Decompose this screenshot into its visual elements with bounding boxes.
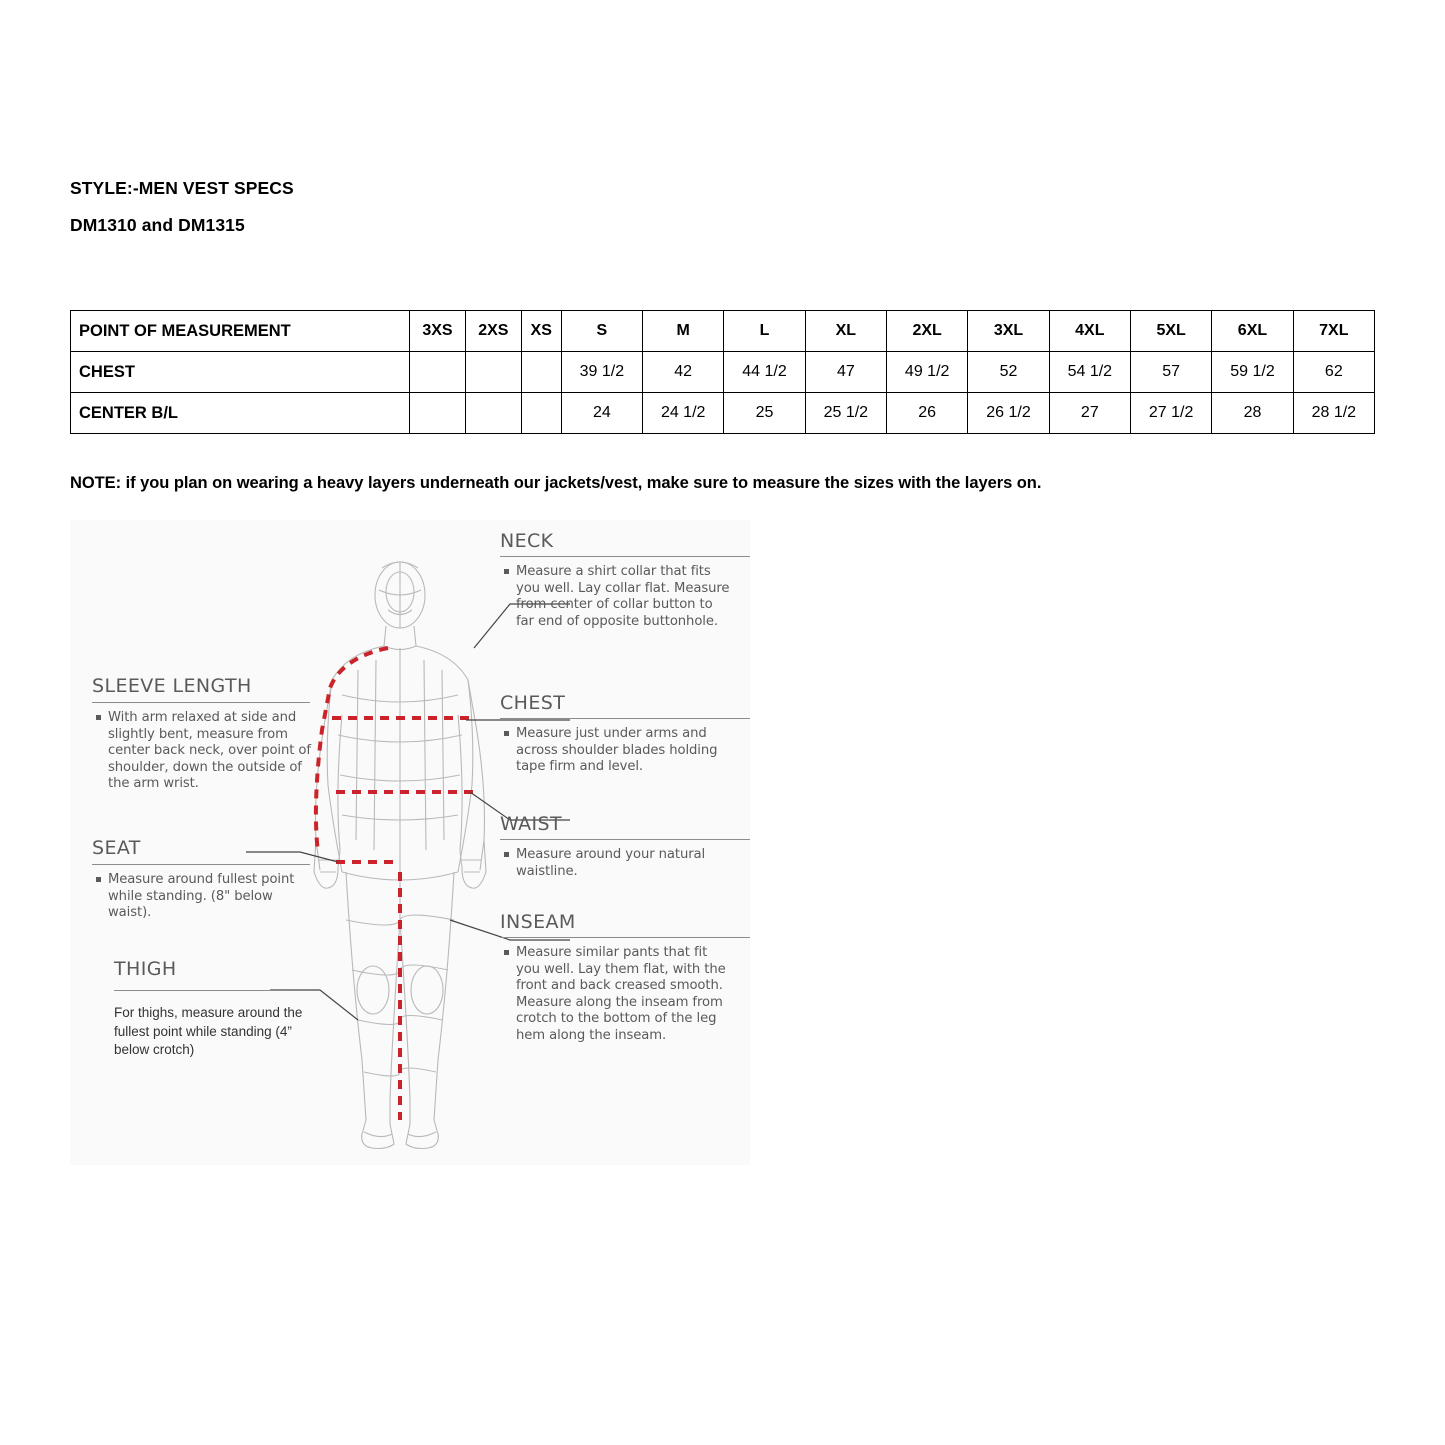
cell-chest-m: 42 [643, 352, 724, 393]
bullet-icon [504, 852, 509, 857]
style-codes-line: DM1310 and DM1315 [70, 215, 245, 235]
column-header-point-of-measurement: POINT OF MEASUREMENT [71, 311, 410, 352]
column-header-3xs: 3XS [410, 311, 466, 352]
waist-divider [500, 839, 750, 840]
cell-chest-s: 39 1/2 [561, 352, 642, 393]
cell-chest-2xl: 49 1/2 [887, 352, 968, 393]
thigh-label: THIGH [114, 958, 177, 980]
cell-chest-3xs [410, 352, 466, 393]
column-header-6xl: 6XL [1212, 311, 1293, 352]
style-title-line: STYLE:-MEN VEST SPECS [70, 178, 294, 198]
cell-centerbl-2xs [465, 393, 521, 434]
column-header-m: M [643, 311, 724, 352]
cell-centerbl-xs [521, 393, 561, 434]
bullet-icon [504, 569, 509, 574]
cell-chest-xs [521, 352, 561, 393]
cell-chest-2xs [465, 352, 521, 393]
waist-description [516, 847, 731, 880]
cell-centerbl-m: 24 1/2 [643, 393, 724, 434]
cell-centerbl-s: 24 [561, 393, 642, 434]
cell-centerbl-4xl: 27 [1049, 393, 1130, 434]
row-label-center-bl: CENTER B/L [71, 393, 410, 434]
chest-divider [500, 718, 750, 719]
cell-centerbl-xl: 25 1/2 [805, 393, 886, 434]
inseam-label: INSEAM [500, 911, 576, 933]
cell-chest-7xl: 62 [1293, 352, 1374, 393]
inseam-description [516, 945, 731, 1045]
cell-chest-5xl: 57 [1130, 352, 1211, 393]
cell-chest-xl: 47 [805, 352, 886, 393]
thigh-divider [114, 990, 284, 991]
sleeve-length-description [108, 710, 313, 793]
size-chart-table [70, 310, 1375, 434]
inseam-description-text: Measure similar pants that fit you well. Lay them flat, with the front and back creased smooth. Measure along the inseam from crotch to the bottom of the leg hem along the inseam. [516, 945, 726, 1043]
cell-centerbl-l: 25 [724, 393, 805, 434]
cell-chest-6xl: 59 1/2 [1212, 352, 1293, 393]
row-label-chest: CHEST [71, 352, 410, 393]
sleeve-length-label: SLEEVE LENGTH [92, 675, 252, 697]
column-header-xl: XL [805, 311, 886, 352]
sleeve-length-divider [92, 702, 310, 703]
neck-label: NECK [500, 530, 554, 552]
page-title [70, 178, 294, 236]
column-header-3xl: 3XL [968, 311, 1049, 352]
cell-centerbl-7xl: 28 1/2 [1293, 393, 1374, 434]
seat-label: SEAT [92, 837, 141, 859]
chest-description-text: Measure just under arms and across shoulder blades holding tape firm and level. [516, 726, 718, 775]
neck-description-text: Measure a shirt collar that fits you well. Lay collar flat. Measure from center of collar button to far end of opposite buttonhole. [516, 564, 730, 629]
column-header-s: S [561, 311, 642, 352]
table-header-row [71, 311, 1375, 352]
bullet-icon [96, 715, 101, 720]
measurement-diagram [70, 520, 750, 1165]
thigh-description: For thighs, measure around the fullest point while standing (4” below crotch) [114, 1005, 303, 1057]
column-header-2xs: 2XS [465, 311, 521, 352]
column-header-2xl: 2XL [887, 311, 968, 352]
cell-centerbl-5xl: 27 1/2 [1130, 393, 1211, 434]
cell-centerbl-3xs [410, 393, 466, 434]
cell-chest-l: 44 1/2 [724, 352, 805, 393]
waist-description-text: Measure around your natural waistline. [516, 847, 706, 879]
column-header-4xl: 4XL [1049, 311, 1130, 352]
table-row [71, 393, 1375, 434]
column-header-xs: XS [521, 311, 561, 352]
cell-centerbl-3xl: 26 1/2 [968, 393, 1049, 434]
neck-description [516, 564, 731, 630]
column-header-7xl: 7XL [1293, 311, 1374, 352]
cell-centerbl-6xl: 28 [1212, 393, 1293, 434]
seat-divider [92, 864, 310, 865]
measurement-note: NOTE: if you plan on wearing a heavy layers underneath our jackets/vest, make sure to measure the sizes with the layers on. [70, 474, 1042, 492]
cell-chest-3xl: 52 [968, 352, 1049, 393]
bullet-icon [96, 877, 101, 882]
neck-divider [500, 556, 750, 557]
cell-chest-4xl: 54 1/2 [1049, 352, 1130, 393]
sleeve-length-description-text: With arm relaxed at side and slightly bent, measure from center back neck, over point of shoulder, down the outside of the arm wrist. [108, 710, 311, 792]
column-header-5xl: 5XL [1130, 311, 1211, 352]
seat-description [108, 872, 308, 922]
waist-label: WAIST [500, 813, 563, 835]
column-header-l: L [724, 311, 805, 352]
bullet-icon [504, 950, 509, 955]
table-row [71, 352, 1375, 393]
chest-description [516, 726, 731, 776]
chest-label: CHEST [500, 692, 566, 714]
cell-centerbl-2xl: 26 [887, 393, 968, 434]
seat-description-text: Measure around fullest point while standing. (8" below waist). [108, 872, 295, 921]
inseam-divider [500, 937, 750, 938]
bullet-icon [504, 731, 509, 736]
